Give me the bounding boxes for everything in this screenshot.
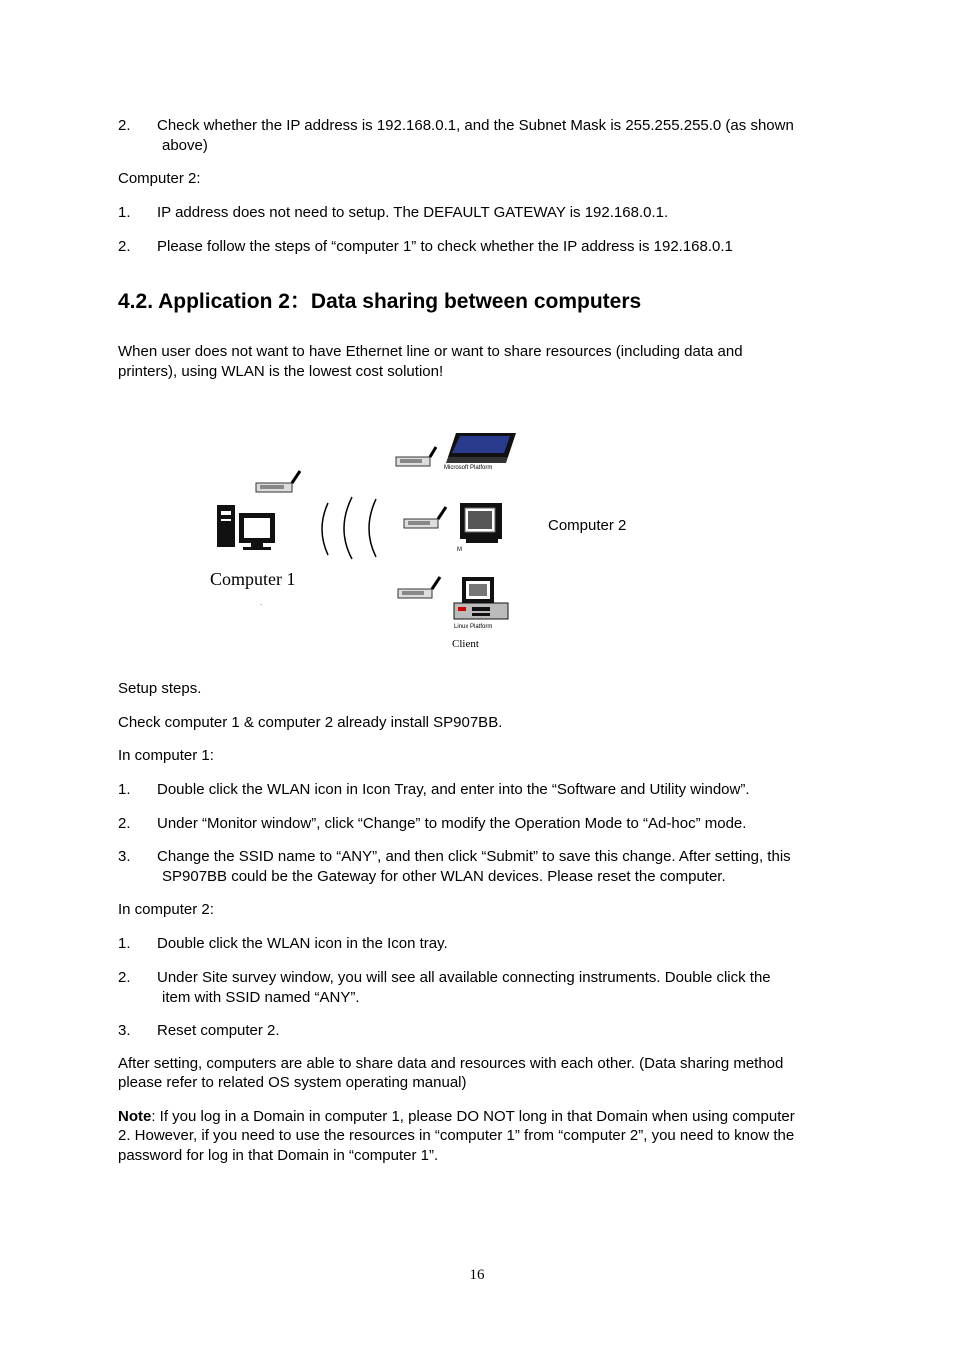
note-text: 2. However, if you need to use the resources in “computer 1” from “computer 2”, you need to know the bbox=[118, 1127, 795, 1144]
desktop-pc-icon bbox=[454, 577, 508, 619]
laptop-icon bbox=[446, 433, 516, 463]
list-text: Under Site survey window, you will see all available connecting instruments. Double click the bbox=[157, 969, 771, 986]
list-number: 2. bbox=[118, 815, 131, 832]
list-text: Check whether the IP address is 192.168.0.1, and the Subnet Mask is 255.255.255.0 (as shown bbox=[157, 117, 794, 134]
svg-text:.: . bbox=[260, 598, 263, 607]
list-text: Double click the WLAN icon in the Icon tray. bbox=[157, 935, 448, 952]
list-number: 3. bbox=[118, 1022, 131, 1039]
list-number: 1. bbox=[118, 204, 131, 221]
after-text: please refer to related OS system operating manual) bbox=[118, 1074, 467, 1091]
list-number: 1. bbox=[118, 781, 131, 798]
svg-text:M: M bbox=[457, 547, 462, 553]
computer2-figure-label: Computer 2 bbox=[548, 517, 627, 534]
list-number: 2. bbox=[118, 238, 131, 255]
intro-text: When user does not want to have Ethernet line or want to share resources (including data and bbox=[118, 343, 743, 360]
linux-caption: Linux Platform bbox=[454, 624, 493, 630]
page-number: 16 bbox=[469, 1267, 485, 1283]
list-text: Under “Monitor window”, click “Change” to modify the Operation Mode to “Ad-hoc” mode. bbox=[157, 815, 747, 832]
list-text: Change the SSID name to “ANY”, and then click “Submit” to save this change. After setting, this bbox=[157, 848, 791, 865]
list-text: Reset computer 2. bbox=[157, 1022, 280, 1039]
wireless-signal-icon bbox=[322, 497, 376, 559]
note-paragraph bbox=[118, 1107, 795, 1127]
desktop-computer-icon bbox=[217, 505, 275, 550]
list-text-cont: SP907BB could be the Gateway for other WLAN devices. Please reset the computer. bbox=[162, 867, 726, 885]
wlan-adapter-icon bbox=[396, 447, 436, 466]
note-text: password for log in that Domain in “computer 1”. bbox=[118, 1147, 439, 1164]
computer1-label: Computer 1 bbox=[210, 569, 296, 589]
setup-steps-text: Setup steps. bbox=[118, 680, 202, 697]
section-heading: 4.2. Application 2：Data sharing between computers bbox=[118, 290, 642, 313]
list-text: IP address does not need to setup. The DEFAULT GATEWAY is 192.168.0.1. bbox=[157, 204, 669, 221]
wlan-adapter-icon bbox=[398, 577, 440, 598]
list-item bbox=[157, 968, 857, 1007]
list-number: 2. bbox=[118, 969, 131, 986]
network-diagram bbox=[200, 425, 545, 660]
intro-text: printers), using WLAN is the lowest cost solution! bbox=[118, 363, 444, 380]
computer2-label: Computer 2: bbox=[118, 170, 201, 187]
client-caption: Client bbox=[452, 638, 479, 650]
note-text: : If you log in a Domain in computer 1, please DO NOT long in that Domain when using computer bbox=[151, 1108, 795, 1125]
after-text: After setting, computers are able to share data and resources with each other. (Data sharing method bbox=[118, 1055, 784, 1072]
list-number: 3. bbox=[118, 848, 131, 865]
list-number: 2. bbox=[118, 117, 131, 134]
list-text: Double click the WLAN icon in Icon Tray, and enter into the “Software and Utility window”. bbox=[157, 781, 750, 798]
list-number: 1. bbox=[118, 935, 131, 952]
network-diagram-svg bbox=[200, 425, 545, 660]
in-computer2-label: In computer 2: bbox=[118, 901, 214, 918]
laptop-caption: Microsoft Platform bbox=[444, 465, 493, 471]
wlan-adapter-icon bbox=[256, 471, 300, 492]
check-text: Check computer 1 & computer 2 already install SP907BB. bbox=[118, 714, 503, 731]
list-text-cont: above) bbox=[162, 136, 208, 154]
list-item bbox=[157, 116, 857, 155]
note-label: Note bbox=[118, 1108, 152, 1125]
wlan-adapter-icon bbox=[404, 507, 446, 528]
list-text: Please follow the steps of “computer 1” to check whether the IP address is 192.168.0.1 bbox=[157, 238, 733, 255]
monitor-icon bbox=[460, 503, 502, 543]
list-item bbox=[157, 847, 857, 886]
list-text-cont: item with SSID named “ANY”. bbox=[162, 988, 360, 1006]
in-computer1-label: In computer 1: bbox=[118, 747, 214, 764]
